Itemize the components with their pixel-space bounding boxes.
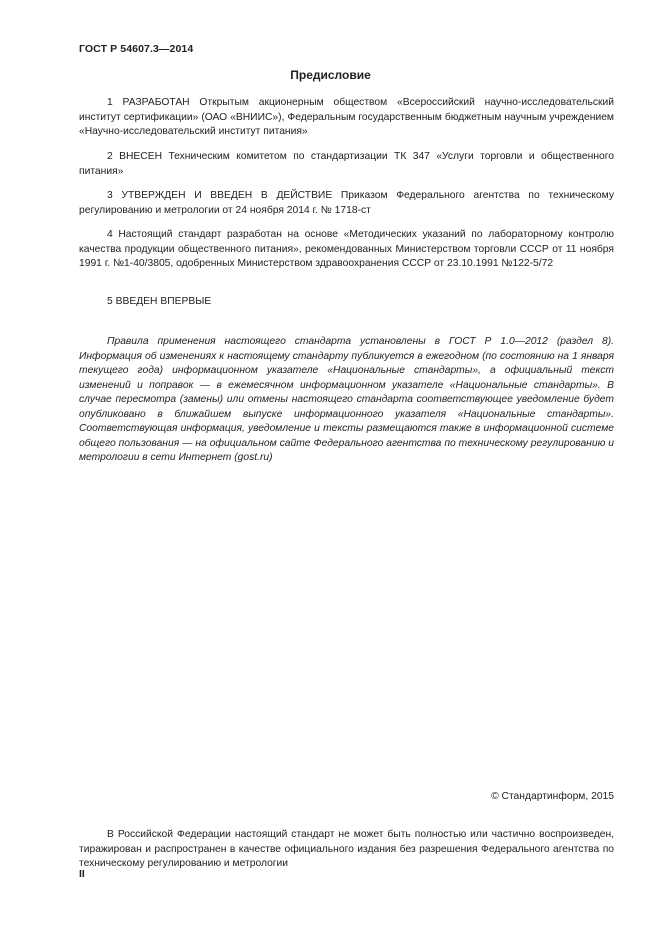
page-number: II [79, 868, 85, 880]
preface-title: Предисловие [290, 68, 371, 82]
preface-item-1: 1 РАЗРАБОТАН Открытым акционерным обществом «Всероссийский научно-исследовательский институт сертификации» (ОАО «ВНИИС»), Федеральным государственным бюджетным научным учреждением «Научно-исследовательский институт питания» [79, 97, 614, 137]
rights-notice: В Российской Федерации настоящий стандарт не может быть полностью или частично воспроизведен, тиражирован и распространен в качестве официального издания без разрешения Федерального агентства по техническому регулированию и метрологии [79, 829, 614, 869]
document-id-header: ГОСТ Р 54607.3—2014 [79, 43, 194, 55]
preface-item-5: 5 ВВЕДЕН ВПЕРВЫЕ [107, 296, 212, 307]
copyright: © Стандартинформ, 2015 [491, 791, 614, 802]
preface-item-4: 4 Настоящий стандарт разработан на основе «Методических указаний по лабораторному контролю качества продукции общественного питания», рекомендованных Министерством торговли СССР от 11 ноября 1991 г. №1-40/3805, одобренных Министерством здравоохранения СССР от 23.10.1991 №122-5/72 [79, 229, 614, 269]
application-rules-notice: Правила применения настоящего стандарта установлены в ГОСТ Р 1.0—2012 (раздел 8). Информация об изменениях к настоящему стандарту публикуется в ежегодном (по состоянию на 1 января текущего года) информационном указателе «Национальные стандарты», а официальный текст изменений и поправок — в ежемесячном информационном указателе «Национальные стандарты». В случае пересмотра (замены) или отмены настоящего стандарта соответствующее уведомление будет опубликовано в ближайшем выпуске информационного указателя «Национальные стандарты». Соответствующая информация, уведомление и тексты размещаются также в информационной системе общего пользования — на официальном сайте Федерального агентства по техническому регулированию и метрологии в сети Интернет (gost.ru) [79, 336, 614, 463]
preface-item-3: 3 УТВЕРЖДЕН И ВВЕДЕН В ДЕЙСТВИЕ Приказом Федерального агентства по техническому регулированию и метрологии от 24 ноября 2014 г. № 1718-ст [79, 190, 614, 216]
preface-item-2: 2 ВНЕСЕН Техническим комитетом по стандартизации ТК 347 «Услуги торговли и общественного питания» [79, 151, 614, 177]
